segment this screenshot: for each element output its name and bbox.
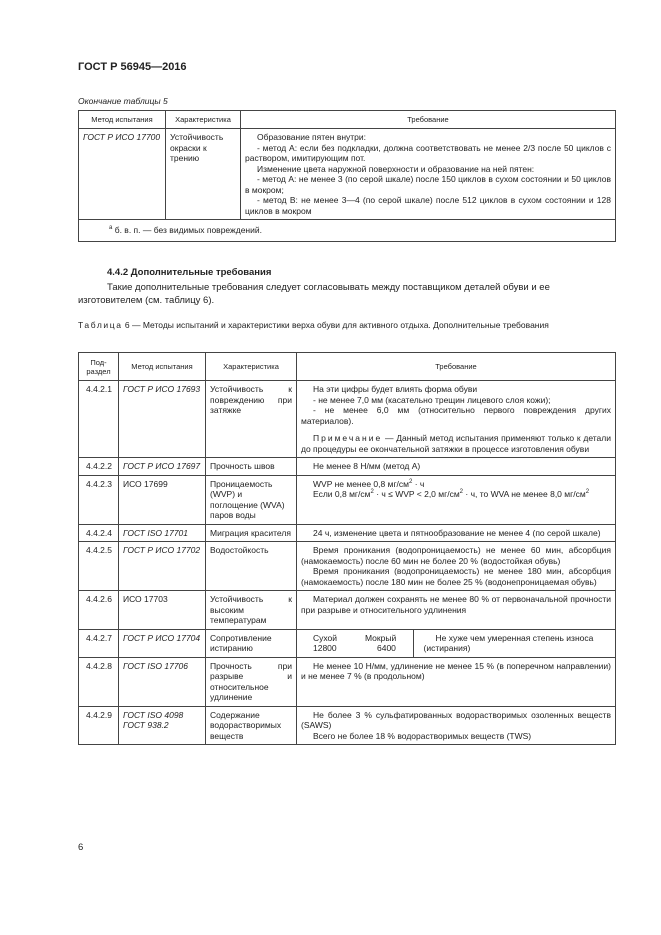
row-number: 4.4.2.6 [79, 591, 119, 630]
superscript: 2 [459, 489, 464, 496]
row-requirement [297, 542, 616, 591]
table6-row [79, 706, 616, 745]
table5-characteristic: Устойчивость окраски к трению [166, 129, 241, 220]
abrasion-values [297, 630, 413, 657]
req-line: Материал должен сохранять не менее 80 % от первоначальной прочности при разрыве и относительного удлинения [301, 594, 611, 615]
table5-header-row [79, 111, 616, 129]
row-number: 4.4.2.1 [79, 381, 119, 458]
table5-header-characteristic: Характеристика [166, 111, 241, 129]
row-characteristic: Прочность швов [206, 458, 297, 476]
row-requirement [297, 458, 616, 476]
row-method: ИСО 17699 [119, 475, 206, 524]
table6-header-method: Метод испытания [119, 353, 206, 381]
table6-row [79, 591, 616, 630]
abrasion-requirement [413, 630, 616, 657]
row-characteristic: Прочность при разрыве и относительное удлинение [206, 657, 297, 706]
req-line: Не хуже чем умеренная степень износа (истирания) [423, 632, 594, 653]
table5-req-line: Изменение цвета наружной поверхности и образование на ней пятен: [257, 163, 535, 174]
row-method: ГОСТ ISO 17701 [119, 524, 206, 542]
row-number: 4.4.2.5 [79, 542, 119, 591]
table5-footnote [79, 220, 616, 242]
table6-row [79, 475, 616, 524]
req-line: Не более 3 % сульфатированных водорастворимых озоленных веществ (SAWS) [301, 709, 611, 730]
req-line [301, 479, 611, 490]
req-line: Всего не более 18 % водорастворимых веществ (TWS) [313, 730, 532, 741]
superscript: 2 [409, 478, 413, 485]
table6-caption-label: Таблица [78, 320, 123, 330]
row-method: ИСО 17703 [119, 591, 206, 630]
wet-label: Мокрый [365, 632, 397, 643]
abrasion-numbers [313, 643, 409, 654]
row-characteristic: Водостойкость [206, 542, 297, 591]
table5-req-line: Образование пятен внутри: [257, 132, 367, 142]
req-text: Если 0,8 мг/см [313, 489, 371, 499]
row-requirement [297, 629, 616, 657]
row-number: 4.4.2.4 [79, 524, 119, 542]
table5-footnote-row [79, 220, 616, 242]
table6-row [79, 458, 616, 476]
row-number: 4.4.2.9 [79, 706, 119, 745]
table5-header-method: Метод испытания [79, 111, 166, 129]
abrasion-labels [313, 633, 409, 644]
row-requirement [297, 381, 616, 458]
req-text: · ч [412, 478, 425, 489]
table5-row [79, 129, 616, 220]
dry-label: Сухой [313, 632, 338, 643]
row-method: ГОСТ Р ИСО 17702 [119, 542, 206, 591]
table5-method: ГОСТ Р ИСО 17700 [79, 129, 166, 220]
row-characteristic: Содержание водорастворимых веществ [206, 706, 297, 745]
table5-header-requirement: Требование [241, 111, 616, 129]
req-text: · ч ≤ WVP < 2,0 мг/см [373, 489, 460, 499]
note-text: — Данный метод испытания применяют только к детали до процедуры ее окончательной затяжки в процессе изготовления обуви [301, 433, 611, 454]
note-label: Примечание [313, 433, 383, 443]
document-code: ГОСТ Р 56945—2016 [78, 61, 187, 73]
row-requirement [297, 706, 616, 745]
row-number: 4.4.2.8 [79, 657, 119, 706]
table-6 [78, 352, 616, 745]
table5-requirement [241, 129, 616, 220]
req-line: - не менее 7,0 мм (касательно трещин лицевого слоя кожи); [313, 394, 551, 405]
row-method: ГОСТ Р ИСО 17693 [119, 381, 206, 458]
req-line [301, 489, 611, 500]
table6-row [79, 381, 616, 458]
footnote-mark: а [109, 225, 113, 232]
req-line: Время проникания (водопроницаемость) не менее 180 мин, абсорбция (намокаемость) после 180 мин не более 25 % (водонепроницаемая обувь) [301, 566, 611, 587]
table6-row [79, 657, 616, 706]
req-line: Не менее 8 Н/мм (метод А) [313, 461, 421, 471]
table6-header-subsection: Под-раздел [79, 353, 119, 381]
page-number: 6 [78, 842, 84, 853]
table6-caption [78, 320, 615, 331]
table5-req-line: - метод А: не менее 3 (по серой шкале) после 150 циклов в сухом состоянии и 50 циклов в мокром; [245, 174, 611, 195]
row-characteristic: Устойчивость к высоким температурам [206, 591, 297, 630]
row-characteristic: Миграция красителя [206, 524, 297, 542]
req-text: WVP не менее 0,8 мг/см [313, 478, 410, 489]
section-title: 4.4.2 Дополнительные требования [107, 267, 272, 278]
section-paragraph: Такие дополнительные требования следует согласовывать между поставщиком деталей обуви и ее изготовителем (см. таблицу 6). [78, 282, 550, 306]
table6-header-characteristic: Характеристика [206, 353, 297, 381]
row-method: ГОСТ Р ИСО 17704 [119, 629, 206, 657]
row-number: 4.4.2.3 [79, 475, 119, 524]
req-line: - не менее 6,0 мм (относительно первого повреждения других материалов). [301, 405, 611, 426]
row-requirement [297, 591, 616, 630]
row-method: ГОСТ ISO 17706 [119, 657, 206, 706]
row-requirement [297, 524, 616, 542]
footnote-text: б. в. п. — без видимых повреждений. [114, 225, 262, 236]
table6-row [79, 524, 616, 542]
req-line: Не менее 10 Н/мм, удлинение не менее 15 % (в поперечном направлении) и не менее 7 % (в продольном) [301, 660, 611, 681]
row-characteristic: Проницаемость (WVP) и поглощение (WVA) паров воды [206, 475, 297, 524]
row-method: ГОСТ ISO 4098 ГОСТ 938.2 [119, 706, 206, 745]
abrasion-subtable [297, 630, 616, 657]
req-line: 24 ч, изменение цвета и пятнообразование не менее 4 (по серой шкале) [313, 527, 601, 538]
row-requirement [297, 475, 616, 524]
table6-caption-text: 6 — Методы испытаний и характеристики верха обуви для активного отдыха. Дополнительные требования [124, 320, 549, 330]
row-number: 4.4.2.2 [79, 458, 119, 476]
table5-req-line: - метод В: не менее 3—4 (по серой шкале) после 512 циклов в сухом состоянии и 128 циклов в мокром [245, 195, 611, 216]
req-line: Время проникания (водопроницаемость) не менее 60 мин, абсорбция (намокаемость) после 60 мин не более 20 % (водостойкая обувь) [301, 545, 611, 566]
superscript: 2 [585, 489, 590, 496]
row-method: ГОСТ Р ИСО 17697 [119, 458, 206, 476]
superscript: 2 [370, 489, 374, 496]
wet-value: 6400 [377, 643, 396, 653]
table5-req-line: - метод А: если без подкладки, должна соответствовать не менее 2/3 после 50 циклов с раствором, имитирующим пот. [245, 142, 611, 163]
row-number: 4.4.2.7 [79, 629, 119, 657]
row-characteristic: Сопротивление истиранию [206, 629, 297, 657]
table-5 [78, 110, 616, 242]
table6-row [79, 629, 616, 657]
row-characteristic: Устойчивость к повреждению при затяжке [206, 381, 297, 458]
table6-row [79, 542, 616, 591]
dry-value: 12800 [313, 643, 337, 653]
table6-header-requirement: Требование [297, 353, 616, 381]
row-requirement [297, 657, 616, 706]
req-note [301, 433, 611, 454]
req-line: На эти цифры будет влиять форма обуви [313, 384, 478, 394]
req-text: · ч, то WVA не менее 8,0 мг/см [463, 489, 586, 499]
table6-header-row [79, 353, 616, 381]
table5-continuation-label: Окончание таблицы 5 [78, 96, 168, 106]
